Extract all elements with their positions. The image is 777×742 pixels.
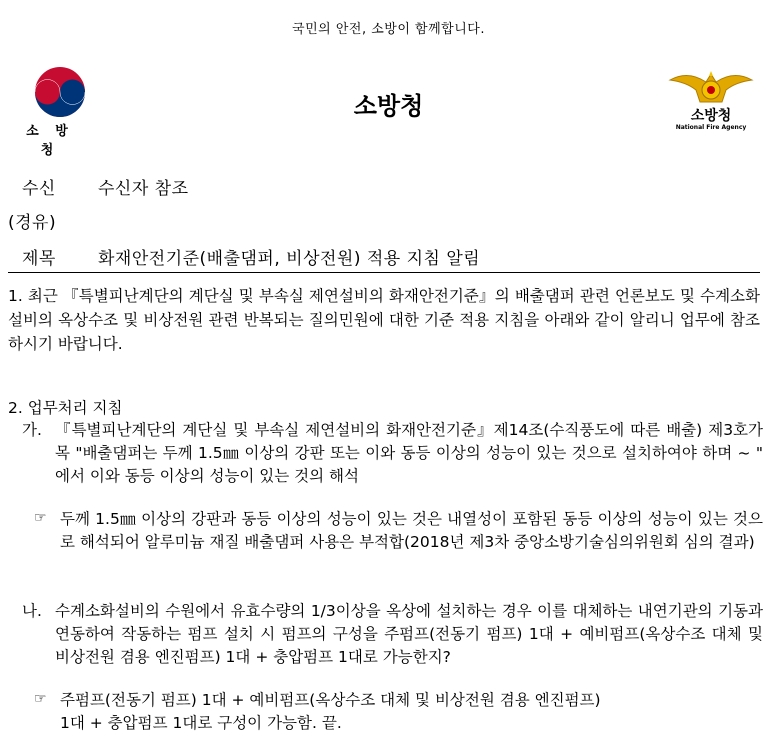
via-label: (경유) [8,213,57,233]
item-b-marker: 나. [22,602,42,620]
answer-b-line-2: 1대 + 충압펌프 1대로 구성이 가능함. 끝. [60,714,342,732]
recipient-label: 수신 [22,179,56,199]
answer-a-text: 두께 1.5㎜ 이상의 강판과 동등 이상의 성능이 있는 것은 내열성이 포함된 동등 이상의 성능이 있는 것으로 해석되어 알루미늄 재질 배출댐퍼 사용은 부적합(2018년 제3차 중앙소방기술심의위원회 심의 결과) [60,510,763,551]
header-divider [8,272,760,273]
left-logo-label: 소 방 청 [26,124,74,158]
subject-label: 제목 [22,249,56,269]
item-b-text: 수계소화설비의 수원에서 유효수량의 1/3이상을 옥상에 설치하는 경우 이를 대체하는 내연기관의 기동과 연동하여 작동하는 펌프 설치 시 펌프의 구성을 주펌프(전동기 펌프) 1대 + 예비펌프(옥상수조 대체 및 비상전원 겸용 엔진펌프) 1대 + 충압펌프 1대로 가능한지? [55,602,763,666]
agency-title: 소방청 [353,92,424,120]
recipient-value: 수신자 참조 [98,179,189,199]
section-2-title: 2. 업무처리 지침 [8,399,123,417]
answer-a-marker: ☞ [34,510,47,526]
right-logo-subtitle: National Fire Agency [675,124,747,131]
right-logo-name: 소방청 [690,108,732,124]
answer-b-marker: ☞ [34,691,47,707]
answer-b-line-1: 주펌프(전동기 펌프) 1대 + 예비펌프(옥상수조 대체 및 비상전원 겸용 엔진펌프) [60,691,601,709]
header-motto: 국민의 안전, 소방이 함께합니다. [292,22,485,37]
item-a-text: 『특별피난계단의 계단실 및 부속실 제연설비의 화재안전기준』제14조(수직풍도에 따른 배출) 제3호가목 "배출댐퍼는 두께 1.5㎜ 이상의 강판 또는 이와 동등 이상의 성능이 있는 것으로 설치하여야 하며 ~ " 에서 이와 동등 이상의 성능이 있는 것의 해석 [55,421,763,485]
subject-value: 화재안전기준(배출댐퍼, 비상전원) 적용 지침 알림 [98,249,481,269]
paragraph-1: 1. 최근 『특별피난계단의 계단실 및 부속실 제연설비의 화재안전기준』의 배출댐퍼 관련 언론보도 및 수계소화설비의 옥상수조 및 비상전원 관련 반복되는 질의민원에 대한 기준 적용 지침을 아래와 같이 알리니 업무에 참조하시기 바랍니다. [8,287,760,353]
item-a-marker: 가. [22,421,42,439]
